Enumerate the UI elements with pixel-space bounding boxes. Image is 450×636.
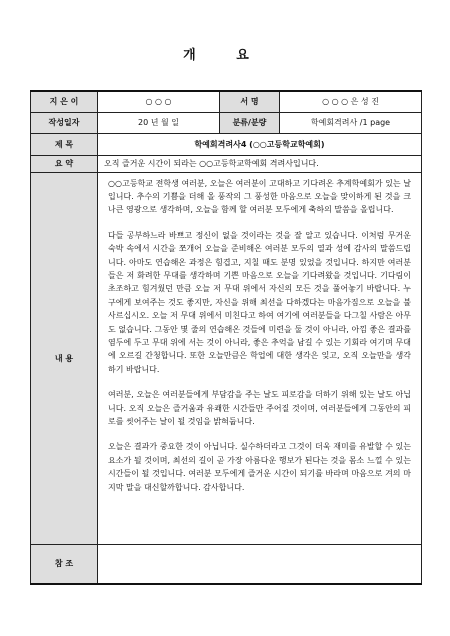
subject-row [31,133,422,155]
page-title: 개 요 [183,48,267,63]
author-label: 지 은 이 [31,91,98,112]
subject-value: 학예회격려사4 (○○고등학교학예회) [98,133,422,155]
category-value: 학예회격려사 /1 page [280,112,422,133]
summary-table [30,90,422,585]
reference-row [31,544,422,584]
signature-label: 서 명 [220,91,280,112]
summary-value: 오직 즐거운 시간이 되라는 ○○고등학교학예회 격려사입니다. [98,155,422,172]
summary-label: 요 약 [31,155,98,172]
subject-label: 제 목 [31,133,98,155]
content-paragraph: 여러분, 오늘은 여러분들에게 부담감을 주는 날도 피로감을 더하기 위해 있는 날도 아닙니다. 오직 오늘은 즐거움과 유쾌한 시간들만 주어질 것이며, 여러분들에게 그동안의 피로를 씻어주는 날이 될 것임을 밝혀둡니다. [108,390,411,426]
content-paragraph: ○○고등학교 전학생 여러분, 오늘은 여러분이 고대하고 기다려온 추계학예회가 있는 날입니다. 추수의 기쁨을 더해 올 풍작의 그 풍성한 마음으로 오늘을 맞이하게 된 것을 크나큰 영광으로 생각하며, 오늘을 함께 할 여러분 모두에게 축하의 말씀을 올립니다. [108,178,411,215]
content-body [98,172,422,544]
content-label: 내 용 [31,172,98,544]
content-row [31,172,422,544]
category-label: 분류/분량 [220,112,280,133]
content-paragraph: 오늘은 결과가 중요한 것이 아닙니다. 실수하더라고 그것이 더욱 재미를 유발할 수 있는 요소가 될 것이며, 최선의 길이 곧 가장 아름다운 행보가 된다는 것을 몸소 느낄 수 있는 시간들이 될 것입니다. 여러분 모두에게 즐거운 시간이 되기를 바라며 마음으로 겨의 마지막 말을 대신할까합니다. 감사합니다. [108,442,411,492]
signature-value: ○ ○ ○ 은 성 진 [280,91,422,112]
reference-value [98,544,422,584]
summary-row [31,155,422,172]
reference-label: 참 조 [31,544,98,584]
date-value: 20 년 월 일 [98,112,220,133]
date-row [31,112,422,133]
date-label: 작성일자 [31,112,98,133]
author-row [31,91,422,112]
author-value: ○ ○ ○ [98,91,220,112]
content-paragraph: 다들 공부하느라 바쁘고 정신이 없을 것이라는 것을 잘 알고 있습니다. 이처럼 무거운 숙박 속에서 시간을 쪼개어 오늘을 준비해온 여러분 모두의 열과 성에 감사의 말씀드립니다. 아마도 연습해온 과정은 힘겹고, 지칠 때도 분명 있었을 것입니다. 하지만 여러분들은 저 화려한 무대를 생각하며 기쁜 마음으로 오늘을 기다려왔을 것입니다. 기다림이 초조하고 힘겨웠던 만큼 오늘 저 무대 위에서 자신의 모든 것을 풀어놓기 바랍니다. 누구에게 보여주는 것도 좋지만, 자신을 위해 최선을 다하겠다는 마음가짐으로 오늘을 불사르십시오. 오늘 저 무대 위에서 미친다고 하여 여기에 여러분들을 다그칠 사람은 아무도 없습니다. 그동안 몇 줄의 연습해온 것들에 미련을 둘 것이 아니라, 아낌 좋은 결과를 염두에 두고 무대 위에 서는 것이 아니라, 좋은 추억을 남길 수 있는 기회라 여기며 무대에 오르길 간청합니다. 또한 오늘만큼은 학업에 대한 생각은 잊고, 오직 오늘만을 생각하기 바랍니다. [108,230,411,374]
